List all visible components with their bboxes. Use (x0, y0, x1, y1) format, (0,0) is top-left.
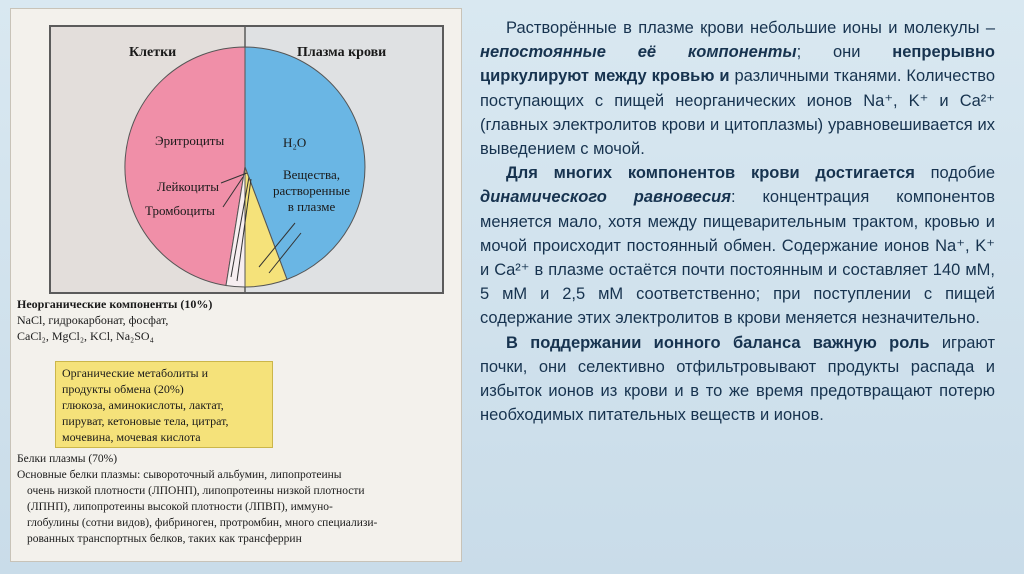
blood-composition-diagram (49, 25, 444, 294)
dissolved-label (273, 167, 350, 215)
proteins-line-5: рованных транспортных белков, таких как трансферрин (27, 533, 302, 545)
paragraph-1 (480, 16, 995, 161)
inorganic-title: Неорганические компоненты (10%) (17, 297, 213, 311)
inorganic-line-2: CaCl₂, MgCl₂, KCl, Na₂SO₄ (17, 329, 154, 343)
proteins-line-4: глобулины (сотни видов), фибриноген, протромбин, много специализи- (27, 517, 378, 529)
p2-part-b: подобие (914, 164, 996, 183)
erythrocytes-label: Эритроциты (155, 133, 225, 148)
p1-emphasis: непостоянные её компоненты (480, 43, 797, 62)
proteins-title: Белки плазмы (70%) (17, 453, 118, 465)
organic-line-1: Органические метаболиты и (62, 366, 209, 380)
plasma-header: Плазма крови (297, 45, 387, 60)
thrombocytes-label: Тромбоциты (145, 203, 215, 218)
inorganic-line-1: NaCl, гидрокарбонат, фосфат, (17, 313, 169, 327)
p1-part-a: Растворённые в плазме крови небольшие ионы и молекулы – (506, 19, 995, 37)
cells-header: Клетки (129, 45, 177, 60)
proteins-line-1: Основные белки плазмы: сывороточный альбумин, липопротеины (17, 469, 342, 481)
paragraph-2 (480, 161, 995, 330)
inorganic-section (17, 296, 212, 344)
organic-box (55, 361, 273, 448)
dissolved-line-1: Вещества, (282, 167, 340, 182)
p1-bold: непрерывно циркулируют между кровью и (480, 43, 995, 86)
dissolved-line-3: в плазме (287, 199, 336, 214)
dissolved-line-2: растворенные (273, 183, 350, 198)
p3-bold: В поддержании ионного баланса важную роль (506, 333, 930, 352)
p2-bold: Для многих компонентов крови достигается (506, 164, 915, 183)
p1-part-e: различными тканями. Количество поступающих с пищей неорганических ионов Na⁺, K⁺ и Ca²⁺ (главных электролитов крови и цитоплазмы) уравновешивается их выведением с мочой. (480, 67, 995, 159)
p1-part-c: ; они (796, 43, 893, 62)
organic-section (62, 365, 228, 445)
organic-line-5: мочевина, мочевая кислота (62, 430, 201, 444)
figure-panel (10, 8, 462, 562)
body-text (480, 16, 995, 427)
water-label: H₂O (283, 135, 307, 150)
p2-emphasis: динамического равновесия (480, 188, 731, 207)
organic-line-2: продукты обмена (20%) (62, 382, 184, 396)
pie-chart (51, 27, 442, 292)
organic-line-4: пируват, кетоновые тела, цитрат, (62, 414, 229, 428)
leukocytes-label: Лейкоциты (157, 179, 219, 194)
proteins-line-2: очень низкой плотности (ЛПОНП), липопротеины низкой плотности (27, 485, 365, 497)
proteins-section (17, 451, 377, 547)
p2-part-d: : концентрация компонентов меняется мало, хотя между пищеварительным трактом, кровью и мочой происходит постоянный обмен. Содержание ионов Na⁺, K⁺ и Ca²⁺ в плазме остаётся почти постоянным и составляет 140 мМ, 5 мМ и 2,5 мМ соответственно; при поступлении с пищей содержание этих электролитов в крови меняется незначительно. (480, 188, 995, 328)
organic-line-3: глюкоза, аминокислоты, лактат, (62, 398, 224, 412)
p3-part-b: играют почки, они селективно отфильтровывают продукты распада и избыток ионов из крови и в то же время предотвращают потерю необходимых питательных веществ и ионов. (480, 333, 995, 425)
paragraph-3 (480, 331, 995, 428)
proteins-line-3: (ЛПНП), липопротеины высокой плотности (ЛПВП), иммуно- (27, 501, 333, 513)
